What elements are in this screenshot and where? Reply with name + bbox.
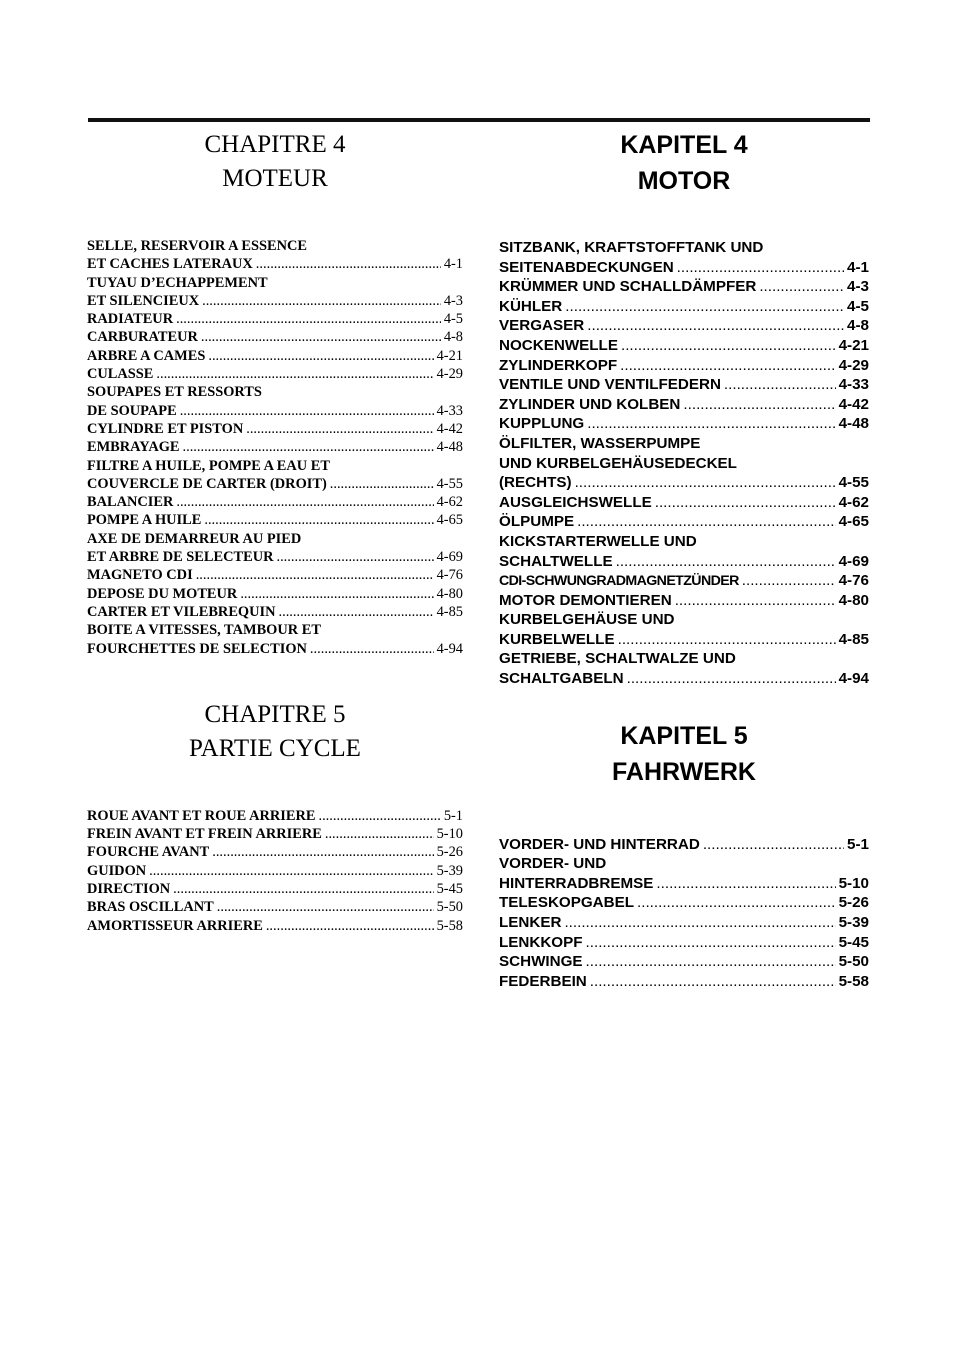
toc-page-number: 4-85 xyxy=(838,630,869,648)
toc-entry-title-line: SELLE, RESERVOIR A ESSENCE xyxy=(87,238,307,254)
dot-leader xyxy=(149,862,433,880)
toc-page-number: 4-5 xyxy=(847,297,869,315)
dot-leader xyxy=(266,917,434,935)
chapter-subtitle: FAHRWERK xyxy=(612,757,756,786)
toc-entry-title: VERGASER xyxy=(499,317,585,335)
toc-entry-row xyxy=(499,893,869,913)
toc-entry-title: DEPOSE DU MOTEUR xyxy=(87,585,238,602)
chapter-4-heading-fr xyxy=(87,128,463,196)
toc-entry-row xyxy=(87,310,463,328)
toc-page-number: 4-62 xyxy=(838,493,869,511)
toc-page-number: 4-94 xyxy=(436,640,463,657)
toc-page-number: 5-1 xyxy=(443,807,463,824)
toc-entry[interactable] xyxy=(87,493,463,511)
toc-entry-title: ZYLINDER UND KOLBEN xyxy=(499,395,681,413)
toc-page-number: 4-85 xyxy=(436,603,463,620)
toc-entry-row xyxy=(499,395,869,415)
toc-entry-title: ET CACHES LATERAUX xyxy=(87,256,253,273)
toc-entry-title: TELESKOPGABEL xyxy=(499,894,635,912)
chapter-4-heading-de xyxy=(499,128,869,198)
toc-list-fr-ch4 xyxy=(87,237,463,658)
toc-page-number: 5-58 xyxy=(838,972,869,990)
toc-page-number: 5-58 xyxy=(436,917,463,934)
chapter-subtitle: MOTEUR xyxy=(222,165,328,192)
chapter-title: CHAPITRE 5 xyxy=(204,700,346,728)
toc-entry-row xyxy=(87,862,463,880)
toc-page-number: 4-55 xyxy=(436,475,463,492)
toc-page-number: 4-48 xyxy=(436,439,463,456)
toc-entry[interactable] xyxy=(87,898,463,916)
toc-entry-title: SCHALTGABELN xyxy=(499,670,624,688)
toc-entry-title: KÜHLER xyxy=(499,297,563,315)
toc-entry[interactable] xyxy=(87,585,463,603)
dot-leader xyxy=(656,874,835,894)
toc-page-number: 5-45 xyxy=(838,933,869,951)
toc-entry-title-line: ÖLFILTER, WASSERPUMPE xyxy=(499,434,701,452)
dot-leader xyxy=(703,835,844,855)
toc-entry[interactable] xyxy=(499,277,869,297)
toc-page-number: 5-26 xyxy=(838,894,869,912)
toc-page-number: 4-5 xyxy=(443,311,463,328)
toc-entry[interactable] xyxy=(499,933,869,953)
dot-leader xyxy=(212,843,433,861)
toc-entry-title: KUPPLUNG xyxy=(499,415,585,433)
toc-entry-title: NOCKENWELLE xyxy=(499,336,618,354)
dot-leader xyxy=(325,825,434,843)
toc-list-de-ch5 xyxy=(499,835,869,992)
toc-entry[interactable] xyxy=(87,530,463,567)
toc-entry-title: BALANCIER xyxy=(87,494,174,511)
dot-leader xyxy=(675,591,836,611)
toc-entry-row xyxy=(499,874,869,894)
toc-page-number: 4-3 xyxy=(847,278,869,296)
dot-leader xyxy=(318,807,440,825)
dot-leader xyxy=(201,328,441,346)
dot-leader xyxy=(173,880,433,898)
dot-leader xyxy=(742,571,836,591)
toc-entry[interactable] xyxy=(499,913,869,933)
toc-entry[interactable] xyxy=(499,649,869,688)
toc-entry[interactable] xyxy=(499,434,869,493)
toc-entry-title: KRÜMMER UND SCHALLDÄMPFER xyxy=(499,278,757,296)
toc-entry-title: FREIN AVANT ET FREIN ARRIERE xyxy=(87,826,322,843)
toc-entry-title: CYLINDRE ET PISTON xyxy=(87,420,244,437)
dot-leader xyxy=(627,669,836,689)
toc-entry-row xyxy=(87,328,463,346)
toc-entry-title: CARBURATEUR xyxy=(87,329,198,346)
toc-entry-row xyxy=(87,807,463,825)
toc-page-number: 4-3 xyxy=(443,292,463,309)
toc-entry-title: CARTER ET VILEBREQUIN xyxy=(87,603,276,620)
chapter-subtitle: MOTOR xyxy=(637,167,731,195)
toc-entry[interactable] xyxy=(87,566,463,584)
toc-entry[interactable] xyxy=(499,375,869,395)
toc-entry[interactable] xyxy=(499,395,869,415)
dot-leader xyxy=(330,475,434,493)
toc-entry-row xyxy=(499,669,869,689)
toc-entry-row xyxy=(499,972,869,992)
dot-leader xyxy=(637,893,836,913)
toc-entry-title: KURBELWELLE xyxy=(499,630,615,648)
toc-entry[interactable] xyxy=(87,825,463,843)
toc-entry-row xyxy=(499,473,869,493)
toc-page-number: 4-69 xyxy=(436,549,463,566)
dot-leader xyxy=(276,548,433,566)
toc-entry[interactable] xyxy=(87,237,463,274)
toc-entry-row xyxy=(87,843,463,861)
toc-entry[interactable] xyxy=(499,297,869,317)
toc-entry[interactable] xyxy=(499,893,869,913)
french-column xyxy=(87,128,463,935)
toc-entry-title: AUSGLEICHSWELLE xyxy=(499,493,652,511)
toc-entry-title-line: GETRIEBE, SCHALTWALZE UND xyxy=(499,650,736,668)
toc-page-number: 4-55 xyxy=(838,474,869,492)
toc-page-number: 4-48 xyxy=(838,415,869,433)
dot-leader xyxy=(564,913,835,933)
toc-entry-title: MOTOR DEMONTIEREN xyxy=(499,591,672,609)
toc-entry-title-line: TUYAU D’ECHAPPEMENT xyxy=(87,274,268,291)
toc-entry-title: ROUE AVANT ET ROUE ARRIERE xyxy=(87,807,316,824)
toc-list-fr-ch5 xyxy=(87,807,463,935)
toc-entry[interactable] xyxy=(499,952,869,972)
dot-leader xyxy=(256,255,441,273)
toc-entry-row xyxy=(499,316,869,336)
toc-entry[interactable] xyxy=(499,356,869,376)
toc-entry-row xyxy=(87,880,463,898)
toc-entry-row xyxy=(87,548,463,566)
toc-entry[interactable] xyxy=(87,457,463,494)
toc-page-number: 5-39 xyxy=(436,862,463,879)
toc-entry-title: VENTILE UND VENTILFEDERN xyxy=(499,376,721,394)
toc-entry[interactable] xyxy=(499,571,869,591)
toc-entry-title: ARBRE A CAMES xyxy=(87,347,206,364)
chapter-5-heading-fr xyxy=(87,698,463,766)
toc-entry-row xyxy=(499,356,869,376)
toc-entry-row xyxy=(499,277,869,297)
chapter-title: KAPITEL 5 xyxy=(620,721,748,750)
toc-page-number: 5-10 xyxy=(838,874,869,892)
toc-entry[interactable] xyxy=(87,438,463,456)
toc-entry[interactable] xyxy=(499,493,869,513)
toc-page-number: 4-42 xyxy=(436,420,463,437)
toc-entry-title-line: KURBELGEHÄUSE UND xyxy=(499,611,675,629)
toc-page-number: 4-62 xyxy=(436,494,463,511)
toc-entry[interactable] xyxy=(87,880,463,898)
toc-entry-title-line: SOUPAPES ET RESSORTS xyxy=(87,384,262,401)
toc-page-number: 5-50 xyxy=(436,899,463,916)
toc-entry-row xyxy=(87,825,463,843)
toc-page-number: 5-50 xyxy=(838,953,869,971)
toc-entry-row xyxy=(499,933,869,953)
dot-leader xyxy=(176,310,441,328)
dot-leader xyxy=(577,512,835,532)
toc-entry-row xyxy=(499,952,869,972)
toc-entry-title: GUIDON xyxy=(87,862,147,879)
toc-page-number: 4-76 xyxy=(436,567,463,584)
toc-entry[interactable] xyxy=(87,862,463,880)
dot-leader xyxy=(279,603,434,621)
toc-entry-title: COUVERCLE DE CARTER (DROIT) xyxy=(87,475,327,492)
toc-entry-row xyxy=(87,603,463,621)
dot-leader xyxy=(240,585,433,603)
dot-leader xyxy=(616,552,836,572)
toc-entry-row xyxy=(87,347,463,365)
toc-entry-title: DIRECTION xyxy=(87,881,171,898)
toc-page-number: 4-65 xyxy=(436,512,463,529)
dot-leader xyxy=(183,438,434,456)
toc-entry[interactable] xyxy=(87,347,463,365)
dot-leader xyxy=(677,258,844,278)
toc-entry[interactable] xyxy=(87,328,463,346)
top-rule xyxy=(88,118,870,122)
dot-leader xyxy=(590,972,836,992)
dot-leader xyxy=(180,402,434,420)
dot-leader xyxy=(587,414,835,434)
toc-entry[interactable] xyxy=(499,512,869,532)
toc-entry-row xyxy=(499,336,869,356)
toc-entry-row xyxy=(499,375,869,395)
toc-entry-title: RADIATEUR xyxy=(87,311,174,328)
toc-entry-title: FEDERBEIN xyxy=(499,972,587,990)
toc-entry-row xyxy=(87,255,463,273)
toc-entry-row xyxy=(499,913,869,933)
dot-leader xyxy=(586,933,836,953)
toc-page-number: 4-94 xyxy=(838,670,869,688)
toc-entry-title-line: SITZBANK, KRAFTSTOFFTANK UND xyxy=(499,239,764,256)
toc-entry-title: VORDER- UND HINTERRAD xyxy=(499,835,700,853)
toc-entry-title: DE SOUPAPE xyxy=(87,402,177,419)
toc-entry[interactable] xyxy=(87,917,463,935)
toc-entry-title: SCHALTWELLE xyxy=(499,552,613,570)
toc-page-number: 4-29 xyxy=(838,356,869,374)
toc-entry-title: SCHWINGE xyxy=(499,953,583,971)
toc-entry-row xyxy=(499,258,869,278)
toc-entry[interactable] xyxy=(499,835,869,855)
toc-entry-title: ET ARBRE DE SELECTEUR xyxy=(87,549,274,566)
toc-entry[interactable] xyxy=(87,807,463,825)
toc-page-number: 4-33 xyxy=(436,402,463,419)
toc-page-number: 4-65 xyxy=(838,513,869,531)
toc-entry[interactable] xyxy=(499,414,869,434)
toc-entry-row xyxy=(499,414,869,434)
toc-page-number: 4-29 xyxy=(436,366,463,383)
toc-entry-row xyxy=(87,898,463,916)
toc-list-de-ch4 xyxy=(499,238,869,689)
toc-entry-title: (RECHTS) xyxy=(499,474,572,492)
toc-entry-title-line: VORDER- UND xyxy=(499,855,607,873)
toc-entry-title-line: BOITE A VITESSES, TAMBOUR ET xyxy=(87,622,321,639)
toc-page-number: 5-26 xyxy=(436,844,463,861)
toc-entry-title: LENKER xyxy=(499,914,562,932)
toc-entry-title: POMPE A HUILE xyxy=(87,512,202,529)
chapter-subtitle: PARTIE CYCLE xyxy=(189,734,361,762)
toc-page-number: 4-8 xyxy=(847,317,869,335)
toc-entry-row xyxy=(87,511,463,529)
toc-entry-row xyxy=(87,566,463,584)
toc-entry-row xyxy=(87,365,463,383)
dot-leader xyxy=(246,420,433,438)
dot-leader xyxy=(310,640,434,658)
toc-entry[interactable] xyxy=(499,854,869,893)
dot-leader xyxy=(196,566,434,584)
toc-entry-title: ZYLINDERKOPF xyxy=(499,356,618,374)
toc-entry-row xyxy=(499,493,869,513)
dot-leader xyxy=(586,952,836,972)
toc-entry-title-line: AXE DE DEMARREUR AU PIED xyxy=(87,530,302,547)
toc-entry-row xyxy=(499,552,869,572)
toc-entry[interactable] xyxy=(499,591,869,611)
toc-entry-row xyxy=(87,402,463,420)
toc-entry-title: CULASSE xyxy=(87,366,154,383)
toc-page-number: 5-39 xyxy=(838,914,869,932)
toc-page-number: 4-76 xyxy=(838,572,869,590)
toc-entry-row xyxy=(499,571,869,591)
toc-entry-title: ET SILENCIEUX xyxy=(87,292,200,309)
dot-leader xyxy=(618,630,836,650)
toc-page-number: 4-80 xyxy=(436,585,463,602)
toc-page-number: 4-8 xyxy=(443,329,463,346)
toc-entry-title: LENKKOPF xyxy=(499,933,583,951)
dot-leader xyxy=(176,493,433,511)
toc-page-number: 4-80 xyxy=(838,591,869,609)
toc-entry-row xyxy=(87,917,463,935)
toc-entry-title: FOURCHE AVANT xyxy=(87,844,210,861)
toc-entry-title: ÖLPUMPE xyxy=(499,513,575,531)
toc-entry-title: CDI-SCHWUNGRADMAGNETZÜNDER xyxy=(499,573,739,590)
chapter-title: KAPITEL 4 xyxy=(620,131,748,159)
dot-leader xyxy=(202,292,441,310)
toc-entry[interactable] xyxy=(87,274,463,311)
toc-page-number: 4-21 xyxy=(436,347,463,364)
toc-page-number: 4-33 xyxy=(838,376,869,394)
toc-entry-row xyxy=(87,292,463,310)
dot-leader xyxy=(217,898,434,916)
toc-page-number: 5-45 xyxy=(436,881,463,898)
toc-entry[interactable] xyxy=(87,603,463,621)
toc-entry-row xyxy=(87,493,463,511)
toc-entry[interactable] xyxy=(499,972,869,992)
toc-entry[interactable] xyxy=(87,420,463,438)
toc-page-number: 4-1 xyxy=(847,258,869,276)
toc-entry[interactable] xyxy=(499,532,869,571)
toc-entry-title: SEITENABDECKUNGEN xyxy=(499,258,674,276)
toc-entry[interactable] xyxy=(87,383,463,420)
toc-entry-title: AMORTISSEUR ARRIERE xyxy=(87,917,263,934)
toc-entry-title-line: FILTRE A HUILE, POMPE A EAU ET xyxy=(87,457,330,474)
dot-leader xyxy=(655,493,836,513)
dot-leader xyxy=(620,356,835,376)
dot-leader xyxy=(204,511,433,529)
toc-entry-row xyxy=(87,640,463,658)
toc-entry-row xyxy=(499,591,869,611)
toc-entry-title: MAGNETO CDI xyxy=(87,567,193,584)
toc-page-number: 4-21 xyxy=(838,336,869,354)
chapter-title: CHAPITRE 4 xyxy=(204,131,346,158)
toc-entry[interactable] xyxy=(87,621,463,658)
toc-entry-title-line: KICKSTARTERWELLE UND xyxy=(499,532,697,550)
toc-entry-row xyxy=(87,420,463,438)
toc-entry[interactable] xyxy=(87,310,463,328)
dot-leader xyxy=(208,347,433,365)
toc-page-number: 4-69 xyxy=(838,552,869,570)
toc-entry[interactable] xyxy=(499,238,869,277)
dot-leader xyxy=(621,336,836,356)
toc-entry[interactable] xyxy=(499,316,869,336)
toc-page-number: 4-1 xyxy=(443,256,463,273)
toc-entry[interactable] xyxy=(499,610,869,649)
toc-entry-row xyxy=(87,585,463,603)
toc-entry-title: HINTERRADBREMSE xyxy=(499,874,654,892)
toc-entry-row xyxy=(87,438,463,456)
toc-page-number: 5-10 xyxy=(436,826,463,843)
dot-leader xyxy=(575,473,836,493)
chapter-5-heading-de xyxy=(499,719,869,789)
toc-entry[interactable] xyxy=(499,336,869,356)
toc-page-number: 5-1 xyxy=(847,835,869,853)
dot-leader xyxy=(759,277,844,297)
toc-entry-row xyxy=(499,512,869,532)
dot-leader xyxy=(683,395,835,415)
dot-leader xyxy=(565,297,844,317)
toc-entry-title: EMBRAYAGE xyxy=(87,439,180,456)
dot-leader xyxy=(587,316,844,336)
toc-entry-row xyxy=(499,835,869,855)
dot-leader xyxy=(724,375,836,395)
german-column xyxy=(499,128,869,991)
toc-entry-row xyxy=(499,297,869,317)
toc-page-number: 4-42 xyxy=(838,395,869,413)
toc-entry[interactable] xyxy=(87,843,463,861)
toc-entry-row xyxy=(499,630,869,650)
dot-leader xyxy=(156,365,433,383)
toc-entry[interactable] xyxy=(87,511,463,529)
toc-entry-title: BRAS OSCILLANT xyxy=(87,899,214,916)
toc-entry[interactable] xyxy=(87,365,463,383)
toc-entry-row xyxy=(87,475,463,493)
toc-entry-title: FOURCHETTES DE SELECTION xyxy=(87,640,307,657)
toc-entry-title-line: UND KURBELGEHÄUSEDECKEL xyxy=(499,454,737,472)
